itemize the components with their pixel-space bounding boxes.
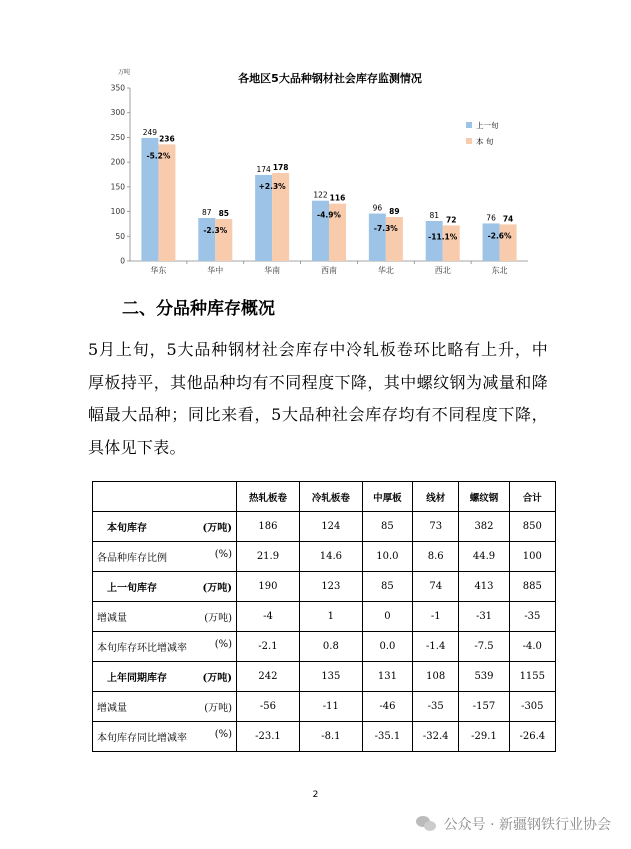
table-cell: -35.1 <box>362 722 412 752</box>
bar-value-label: 96 <box>372 203 383 213</box>
table-row <box>93 572 556 602</box>
bar-value-label: 122 <box>313 190 328 200</box>
change-label: -5.2% <box>146 151 171 161</box>
bar-value-label: 249 <box>142 127 158 137</box>
table-cell: -7.5 <box>459 632 509 662</box>
change-label: -11.1% <box>428 232 458 242</box>
table-cell: -8.1 <box>299 722 362 752</box>
table-cell: -26.4 <box>509 722 555 752</box>
row-label: 上年同期库存 <box>107 673 167 684</box>
table-cell: 21.9 <box>237 542 300 572</box>
table-cell: -1.4 <box>413 632 459 662</box>
change-label: +2.3% <box>258 181 286 191</box>
inventory-table <box>92 481 556 752</box>
row-unit: (万吨) <box>204 703 232 714</box>
table-cell: -35 <box>413 692 459 722</box>
change-label: -2.6% <box>487 231 512 241</box>
wechat-icon <box>416 816 438 832</box>
row-label: 增减量 <box>97 613 127 624</box>
table-row <box>93 542 556 572</box>
table-cell: 413 <box>459 572 509 602</box>
row-unit: (万吨) <box>204 613 232 624</box>
table-row <box>93 722 556 752</box>
table-cell: -31 <box>459 602 509 632</box>
row-label: 上一旬库存 <box>107 583 157 594</box>
table-row <box>93 692 556 722</box>
table-column-header: 合计 <box>509 482 555 512</box>
table-cell: 242 <box>237 662 300 692</box>
table-cell: 10.0 <box>362 542 412 572</box>
table-column-header: 中厚板 <box>362 482 412 512</box>
bar-current <box>500 224 517 261</box>
table-column-header: 冷轧板卷 <box>299 482 362 512</box>
table-cell: -4.0 <box>509 632 555 662</box>
row-unit: (%) <box>214 549 232 560</box>
bar-previous <box>483 223 500 261</box>
row-label-cell <box>93 722 237 752</box>
table-cell: 382 <box>459 512 509 542</box>
table-cell: 190 <box>237 572 300 602</box>
table-cell: 100 <box>509 542 555 572</box>
x-tick-label: 华中 <box>207 266 224 275</box>
y-axis-label: 万吨 <box>118 69 131 76</box>
bar-current <box>443 225 460 261</box>
bar-value-label: 76 <box>486 213 496 223</box>
bar-value-label: 85 <box>218 208 230 218</box>
table-cell: 108 <box>413 662 459 692</box>
table-cell: 14.6 <box>299 542 362 572</box>
table-cell: 850 <box>509 512 555 542</box>
row-label-cell <box>93 572 237 602</box>
table-column-header: 热轧板卷 <box>237 482 300 512</box>
bar-value-label: 87 <box>202 207 212 217</box>
y-tick-label: 350 <box>110 83 125 93</box>
table-cell: -35 <box>509 602 555 632</box>
bar-value-label: 174 <box>256 164 271 174</box>
change-label: -2.3% <box>203 225 228 235</box>
watermark-text: 公众号 · 新疆钢铁行业协会 <box>443 817 611 833</box>
table-header-row <box>93 482 556 512</box>
y-tick-label: 250 <box>110 132 125 142</box>
table-cell: 74 <box>413 572 459 602</box>
table-cell: 1 <box>299 602 362 632</box>
table-cell: 124 <box>299 512 362 542</box>
row-label-cell <box>93 512 237 542</box>
row-label-cell <box>93 692 237 722</box>
table-cell: -23.1 <box>237 722 300 752</box>
regional-inventory-chart <box>100 62 540 282</box>
table-cell: 85 <box>362 572 412 602</box>
table-cell: 44.9 <box>459 542 509 572</box>
x-tick-label: 华北 <box>377 266 394 275</box>
row-unit: (%) <box>214 639 232 650</box>
table-cell: 135 <box>299 662 362 692</box>
y-tick-label: 200 <box>110 157 125 167</box>
row-label: 增减量 <box>97 703 127 714</box>
row-label-cell <box>93 632 237 662</box>
legend-label: 上一旬 <box>476 121 499 130</box>
x-tick-label: 华东 <box>150 266 167 275</box>
table-row <box>93 512 556 542</box>
y-tick-label: 300 <box>110 108 125 118</box>
x-tick-label: 东北 <box>491 266 508 275</box>
y-tick-label: 150 <box>110 182 125 192</box>
bar-current <box>158 144 175 261</box>
table-cell: 1155 <box>509 662 555 692</box>
y-tick-label: 0 <box>120 256 125 266</box>
change-label: -7.3% <box>373 224 398 234</box>
bar-value-label: 72 <box>445 215 457 225</box>
bar-value-label: 178 <box>272 163 289 173</box>
change-label: -4.9% <box>317 210 341 220</box>
chart-title: 各地区5大品种钢材社会库存监测情况 <box>238 72 422 85</box>
section-heading: 二、分品种库存概况 <box>122 299 275 319</box>
table-cell: 85 <box>362 512 412 542</box>
row-unit: (万吨) <box>202 673 232 684</box>
row-label: 各品种库存比例 <box>97 553 167 564</box>
table-column-header: 螺纹钢 <box>459 482 509 512</box>
table-column-header: 线材 <box>413 482 459 512</box>
table-row <box>93 632 556 662</box>
bar-previous <box>369 214 386 261</box>
table-cell: 0.8 <box>299 632 362 662</box>
table-cell: -1 <box>413 602 459 632</box>
legend-swatch <box>466 122 472 128</box>
legend-swatch <box>466 138 472 144</box>
table-cell: -157 <box>459 692 509 722</box>
table-cell: -29.1 <box>459 722 509 752</box>
bar-value-label: 116 <box>329 193 346 203</box>
table-cell: -32.4 <box>413 722 459 752</box>
bar-value-label: 236 <box>159 134 175 144</box>
bar-value-label: 74 <box>502 214 514 224</box>
x-tick-label: 西北 <box>434 266 451 275</box>
table-cell: -4 <box>237 602 300 632</box>
bar-value-label: 89 <box>389 207 400 217</box>
row-label-cell <box>93 542 237 572</box>
table-cell: -46 <box>362 692 412 722</box>
row-label: 本旬库存环比增减率 <box>97 643 187 654</box>
table-cell: -56 <box>237 692 300 722</box>
row-label-cell <box>93 602 237 632</box>
bar-value-label: 81 <box>429 210 439 220</box>
x-tick-label: 华南 <box>264 266 281 275</box>
table-cell: 131 <box>362 662 412 692</box>
table-cell: 0 <box>362 602 412 632</box>
table-corner-cell <box>93 482 237 512</box>
row-unit: (万吨) <box>202 583 232 594</box>
table-cell: 73 <box>413 512 459 542</box>
table-cell: 539 <box>459 662 509 692</box>
table-cell: -2.1 <box>237 632 300 662</box>
table-cell: 186 <box>237 512 300 542</box>
row-label: 本旬库存 <box>107 523 147 534</box>
y-tick-label: 100 <box>110 207 125 217</box>
y-tick-label: 50 <box>115 231 125 241</box>
table-row <box>93 662 556 692</box>
table-cell: 8.6 <box>413 542 459 572</box>
bar-previous <box>198 218 215 261</box>
row-unit: (万吨) <box>202 523 232 534</box>
table-cell: -11 <box>299 692 362 722</box>
row-label: 本旬库存同比增减率 <box>97 733 187 744</box>
x-tick-label: 西南 <box>321 266 337 275</box>
row-label-cell <box>93 662 237 692</box>
table-row <box>93 602 556 632</box>
section-paragraph: 5月上旬，5大品种钢材社会库存中冷轧板卷环比略有上升，中厚板持平，其他品种均有不同程度下降，其中螺纹钢为减量和降幅最大品种；同比来看，5大品种社会库存均有不同程度下降，具体见下表。 <box>88 340 548 457</box>
table-cell: 885 <box>509 572 555 602</box>
table-cell: 123 <box>299 572 362 602</box>
table-cell: 0.0 <box>362 632 412 662</box>
row-unit: (%) <box>214 729 232 740</box>
watermark <box>416 814 611 834</box>
page-number: 2 <box>312 790 319 800</box>
legend-label: 本 旬 <box>476 137 494 146</box>
table-cell: -305 <box>509 692 555 722</box>
